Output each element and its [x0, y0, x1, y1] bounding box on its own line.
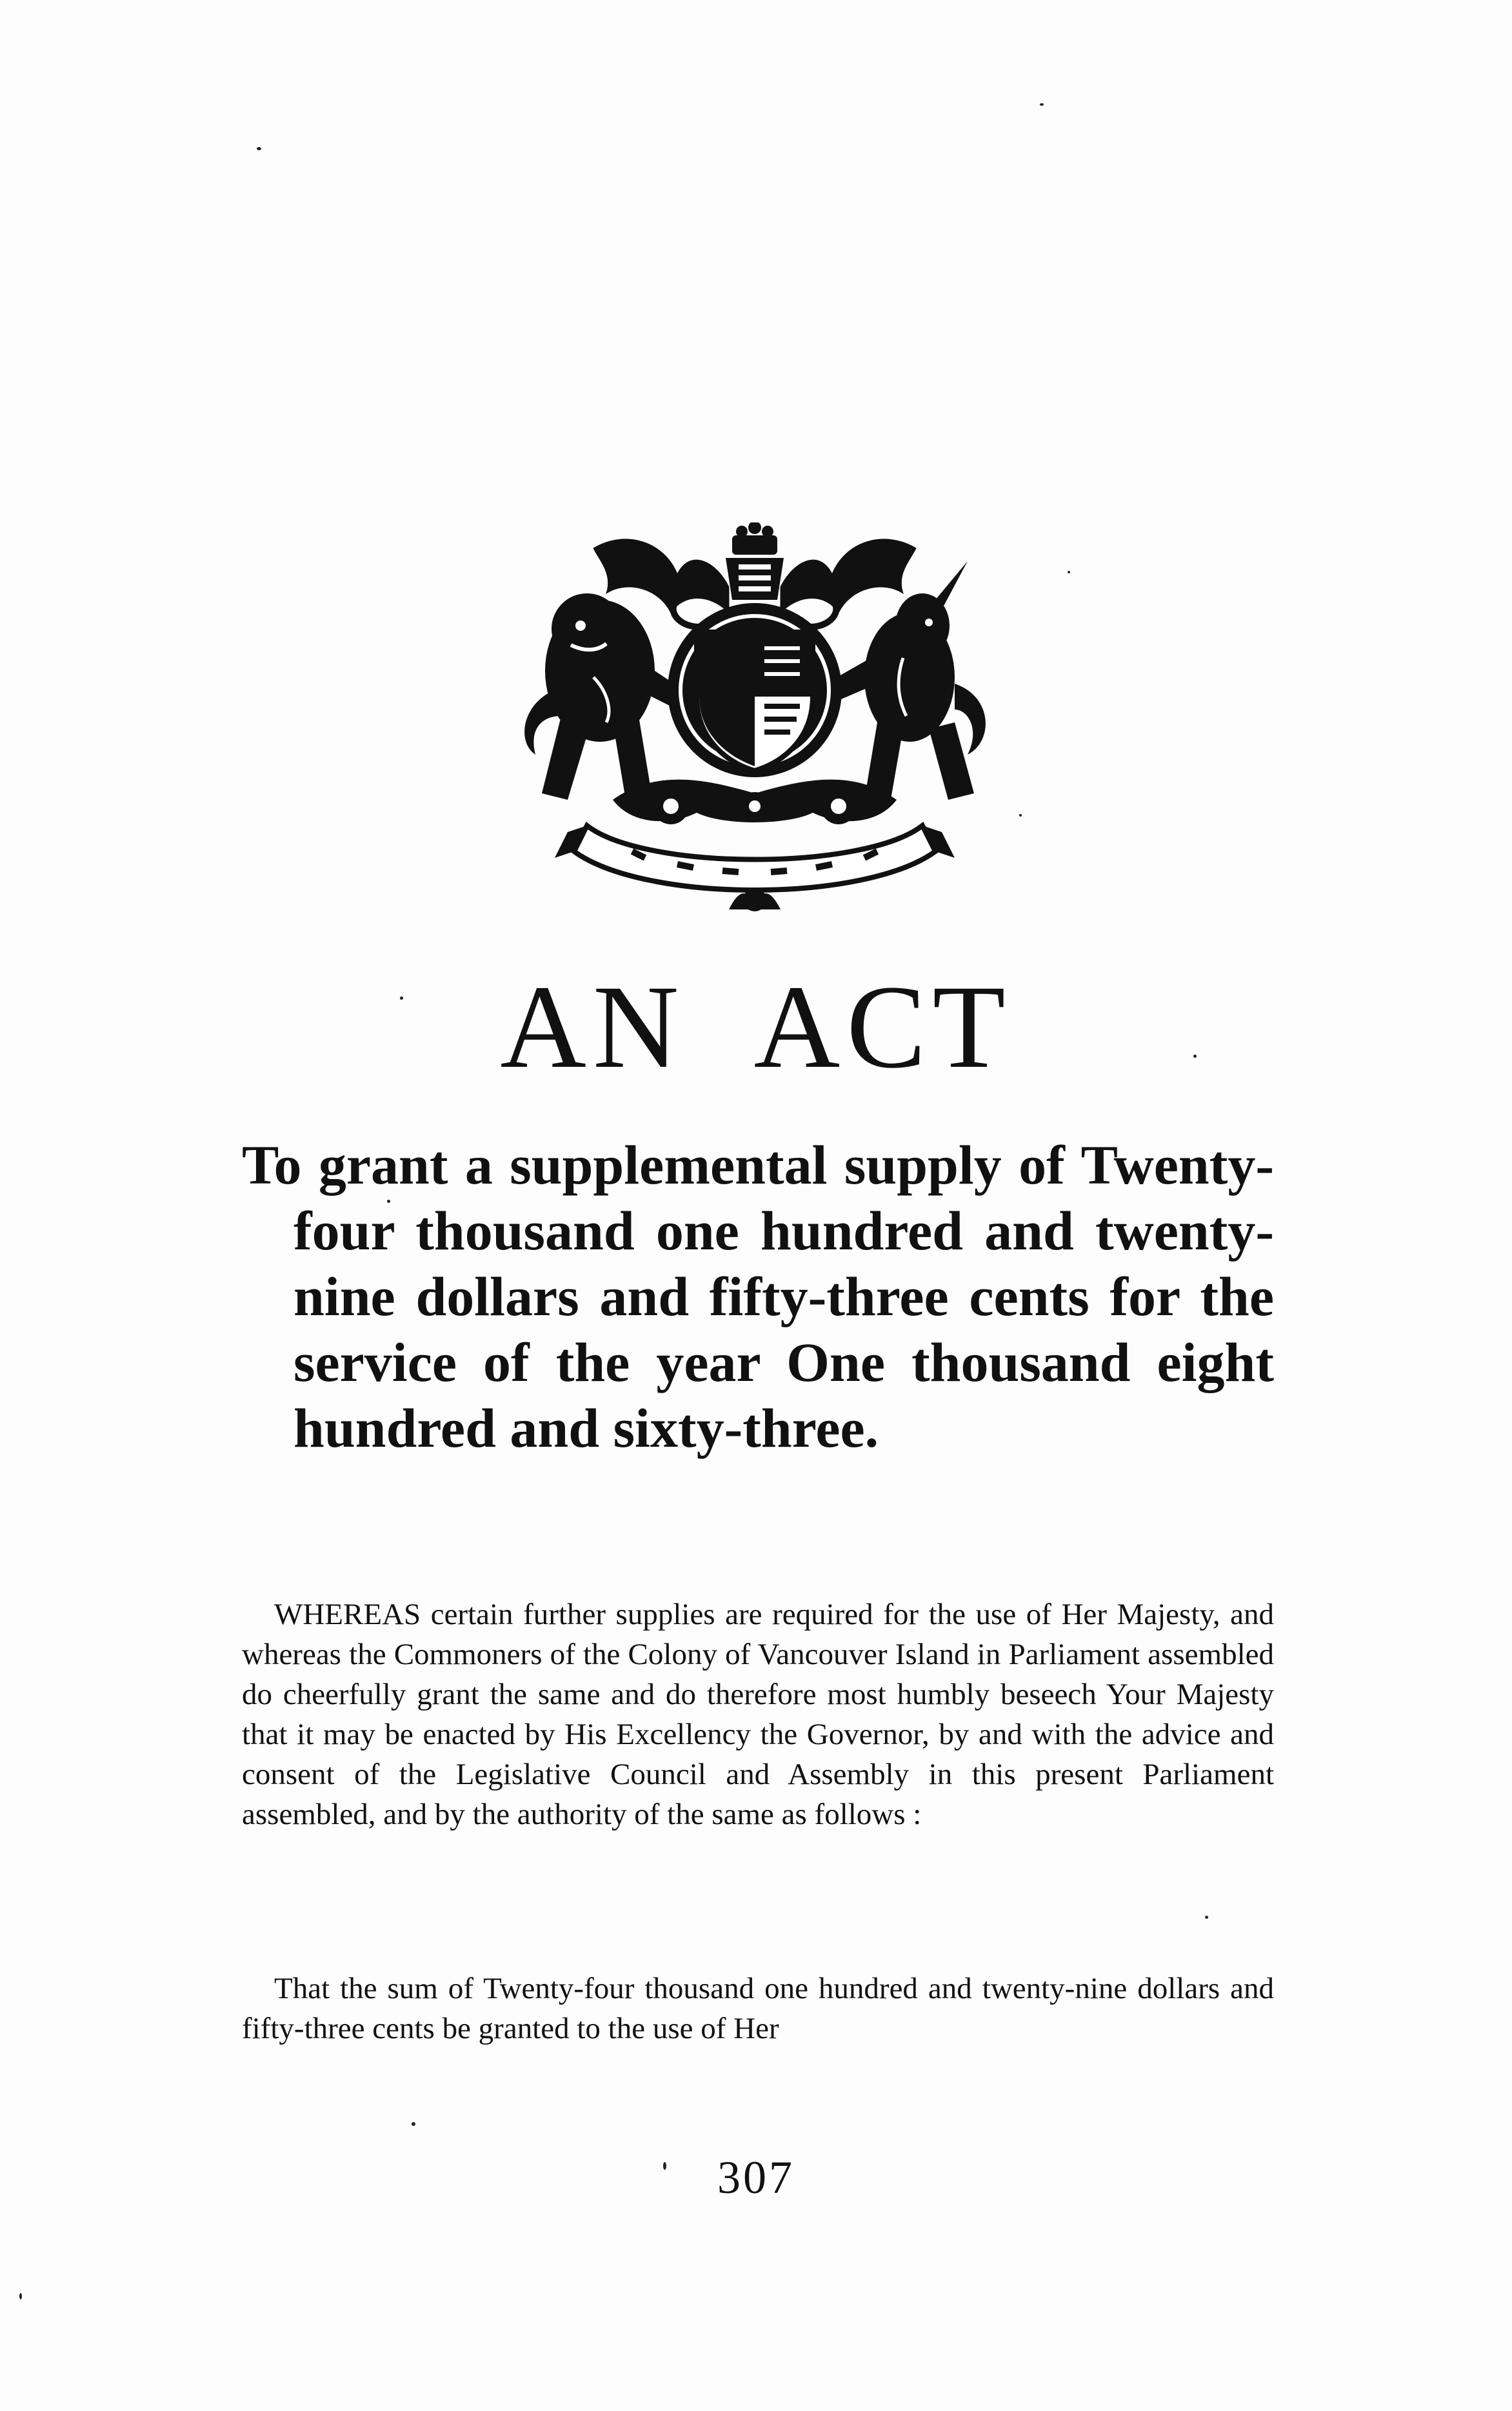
print-speck [1040, 103, 1044, 106]
page-number: 307 [717, 2152, 795, 2203]
print-speck [257, 147, 261, 150]
enacting-paragraph: That the sum of Twenty-four thousand one hundred and twenty-nine dollars and fifty-three cents be granted to the use of Her [242, 1972, 1274, 2045]
act-heading: AN ACT [500, 961, 1012, 1093]
print-speck [1205, 1916, 1208, 1919]
royal-crest-icon [516, 522, 993, 922]
print-speck [19, 2293, 22, 2299]
print-speck [1019, 814, 1022, 817]
act-title: To grant a supplemental supply of Twenty-four thousand one hundred and twenty-nine dollars and fifty-three cents for the service of the year One thousand eight hundred and sixty-three. [242, 1134, 1274, 1459]
print-speck [412, 2122, 415, 2126]
print-speck [1068, 571, 1070, 573]
preamble-paragraph: WHEREAS certain further supplies are required for the use of Her Majesty, and whereas the Commoners of the Colony of Vancouver Island in Parliament assembled do cheerfully grant the same and do therefore most humbly beseech Your Majesty that it may be enacted by His Excellency the Governor, by and with the advice and consent of the Legislative Council and Assembly in this present Parliament assembled, and by the authority of the same as follows : [242, 1598, 1274, 1831]
